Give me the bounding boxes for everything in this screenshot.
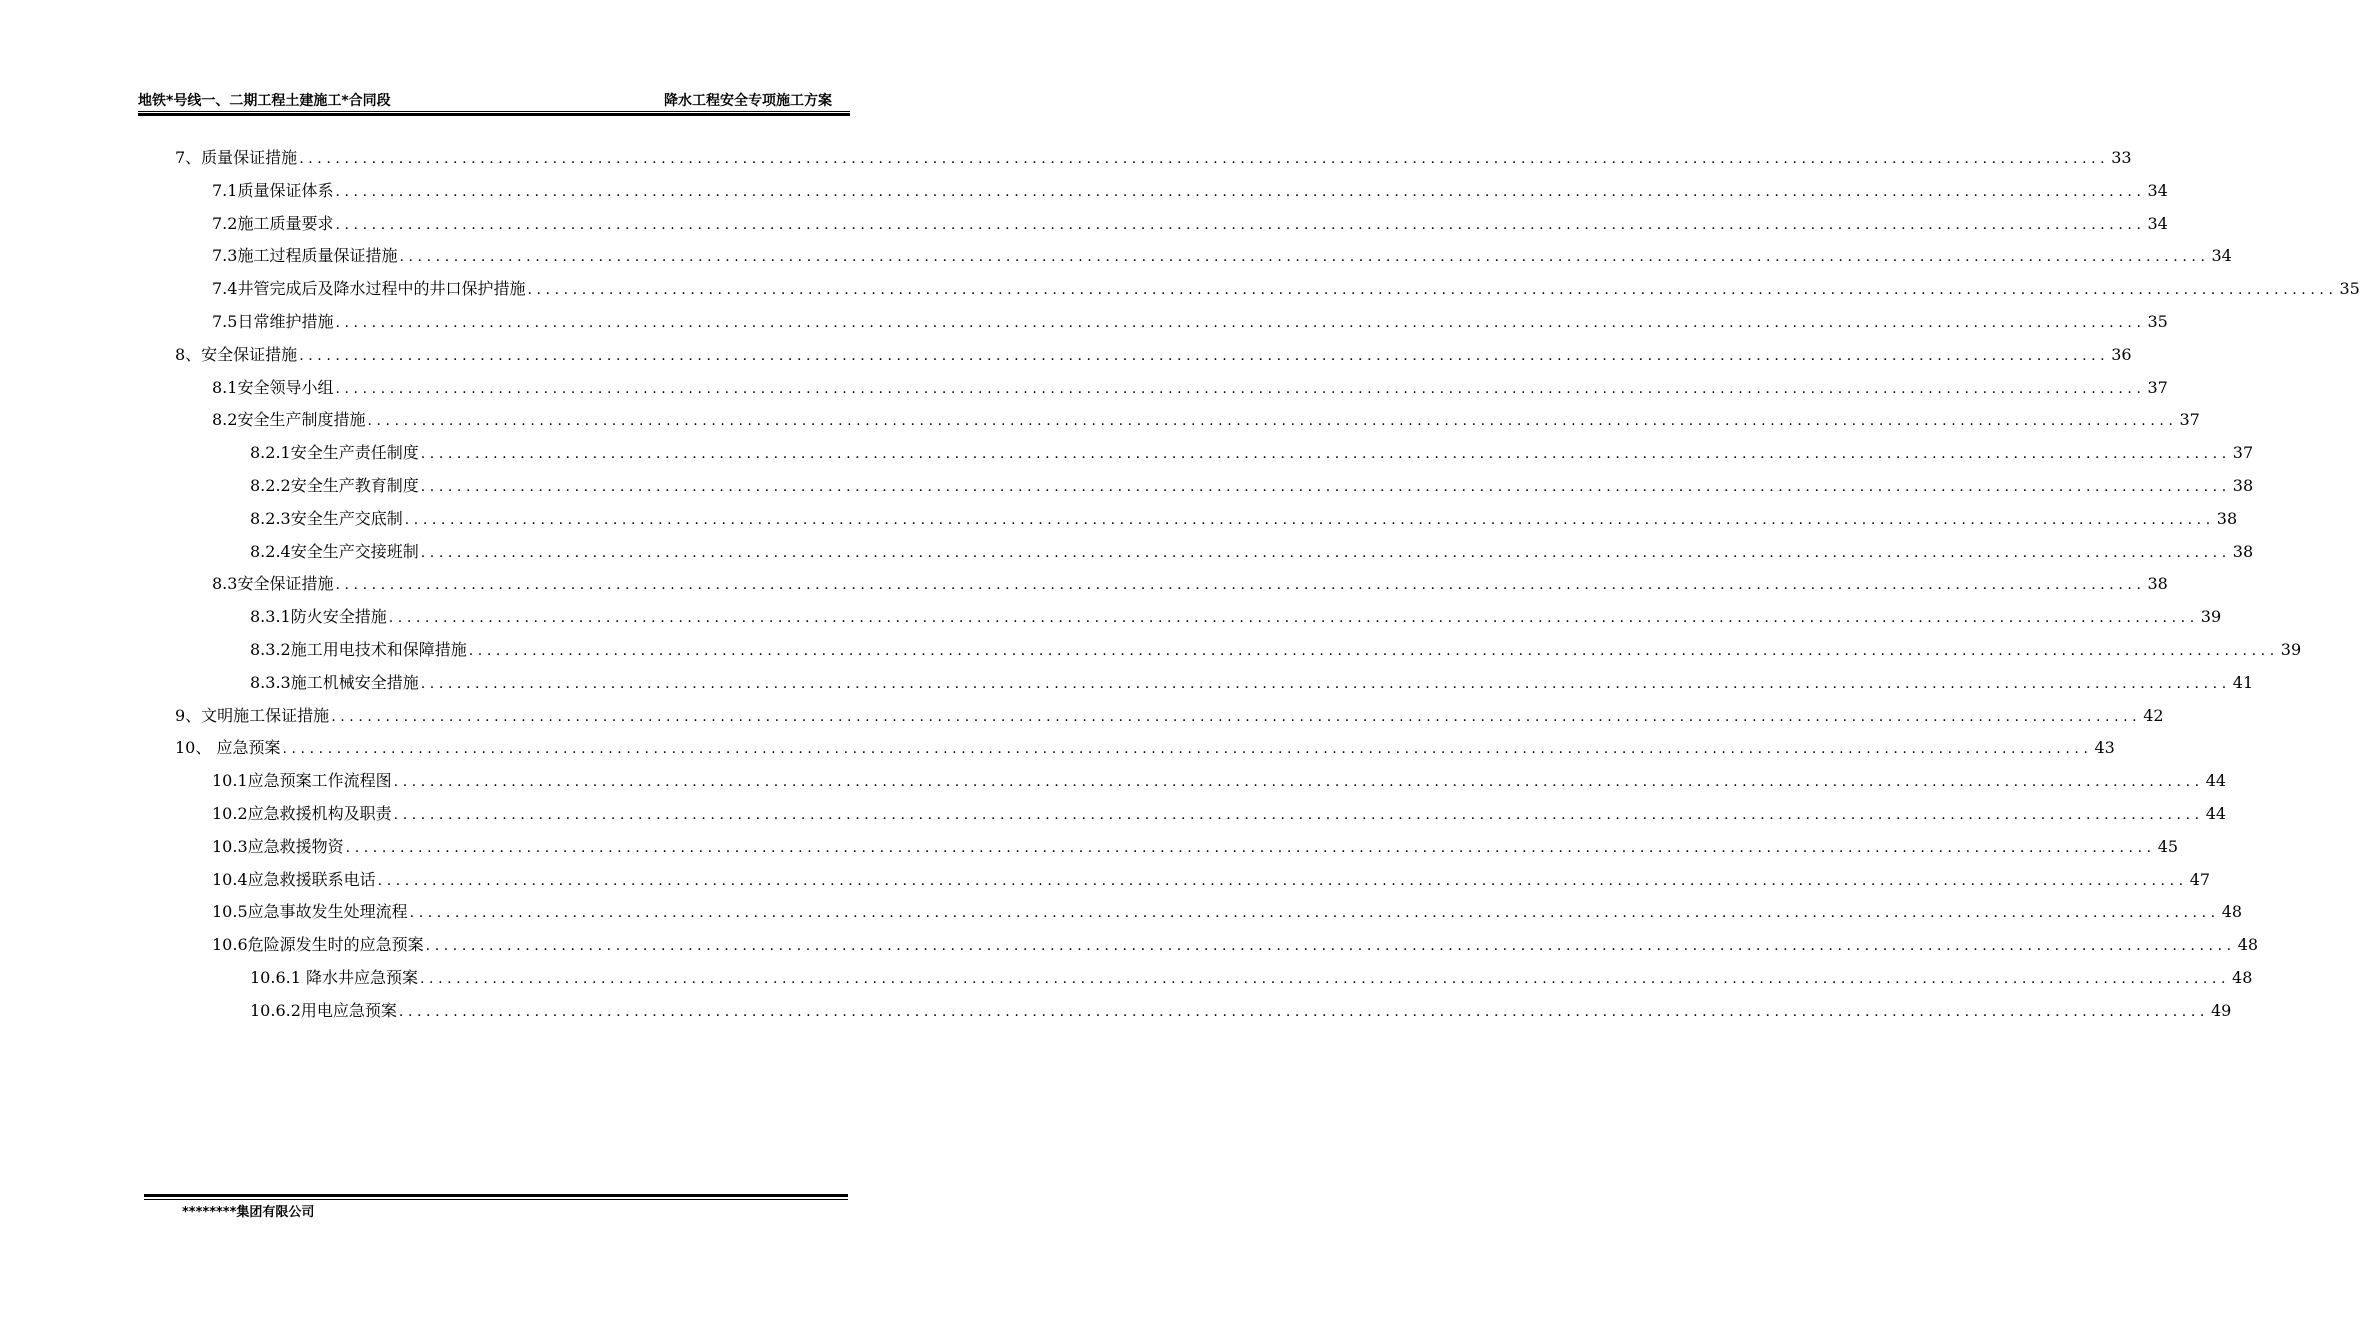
- toc-entry-level-3[interactable]: [250, 603, 2222, 631]
- toc-entry-page-number: 38: [2232, 541, 2254, 561]
- toc-entry-page-number: 35: [2339, 279, 2360, 299]
- toc-entry-page-number: 34: [2147, 180, 2168, 200]
- toc-entry-title: 10、 应急预案: [175, 738, 281, 758]
- toc-dot-leader: ........................................................................................................................................................................................................: [398, 1003, 2209, 1020]
- header-document-title: 降水工程安全专项施工方案: [664, 93, 832, 109]
- toc-entry-page-number: 34: [2211, 246, 2232, 266]
- toc-entry-level-2[interactable]: [212, 833, 2179, 861]
- toc-dot-leader: ........................................................................................................................................................................................................: [345, 839, 2156, 856]
- toc-dot-leader: ........................................................................................................................................................................................................: [393, 807, 2204, 823]
- toc-entry-page-number: 37: [2147, 377, 2168, 397]
- toc-dot-leader: ........................................................................................................................................................................................................: [388, 610, 2199, 627]
- toc-entry-level-3[interactable]: [250, 472, 2254, 500]
- toc-entry-title: 7、质量保证措施: [175, 148, 298, 167]
- toc-entry-level-3[interactable]: [250, 636, 2302, 664]
- toc-dot-leader: ........................................................................................................................................................................................................: [420, 544, 2231, 561]
- toc-entry-page-number: 37: [2179, 410, 2200, 430]
- toc-entry-page-number: 39: [2200, 607, 2222, 627]
- toc-entry-level-2[interactable]: [212, 931, 2259, 959]
- toc-entry-level-2[interactable]: [212, 570, 2168, 598]
- toc-dot-leader: ........................................................................................................................................................................................................: [404, 511, 2215, 528]
- footer-company-name: ********集团有限公司: [182, 1205, 315, 1220]
- toc-entry-title: 10.3应急救援物资: [212, 836, 344, 856]
- toc-entry-page-number: 48: [2232, 968, 2253, 987]
- toc-dot-leader: ........................................................................................................................................................................................................: [282, 741, 2093, 758]
- toc-entry-level-2[interactable]: [212, 406, 2200, 434]
- toc-entry-page-number: 38: [2232, 476, 2254, 495]
- toc-entry-title: 10.5应急事故发生处理流程: [212, 902, 408, 922]
- toc-entry-title: 8.3.3施工机械安全措施: [250, 672, 419, 692]
- toc-entry-level-2[interactable]: [212, 210, 2168, 238]
- toc-entry-page-number: 38: [2147, 574, 2168, 594]
- toc-entry-page-number: 44: [2205, 771, 2227, 791]
- toc-dot-leader: ........................................................................................................................................................................................................: [393, 774, 2204, 791]
- toc-entry-title: 8.3安全保证措施: [212, 574, 334, 594]
- toc-dot-leader: ........................................................................................................................................................................................................: [425, 938, 2236, 955]
- footer-rule-thick: [144, 1194, 848, 1197]
- toc-dot-leader: ........................................................................................................................................................................................................: [409, 905, 2220, 922]
- toc-dot-leader: ........................................................................................................................................................................................................: [399, 249, 2210, 266]
- toc-dot-leader: ........................................................................................................................................................................................................: [468, 643, 2279, 659]
- toc-entry-page-number: 49: [2210, 1000, 2232, 1020]
- page-header: [138, 88, 850, 110]
- toc-entry-title: 8、安全保证措施: [175, 344, 298, 364]
- toc-entry-title: 10.2应急救援机构及职责: [212, 804, 392, 823]
- toc-entry-level-2[interactable]: [212, 800, 2227, 828]
- toc-dot-leader: ........................................................................................................................................................................................................: [335, 216, 2146, 233]
- toc-entry-level-2[interactable]: [212, 898, 2243, 926]
- toc-dot-leader: ........................................................................................................................................................................................................: [367, 413, 2178, 430]
- toc-entry-title: 8.3.1防火安全措施: [250, 607, 387, 627]
- toc-dot-leader: ........................................................................................................................................................................................................: [420, 675, 2231, 692]
- toc-entry-title: 8.2.2安全生产教育制度: [250, 476, 419, 495]
- toc-entry-title: 8.2安全生产制度措施: [212, 410, 366, 430]
- toc-dot-leader: ........................................................................................................................................................................................................: [331, 708, 2142, 725]
- toc-entry-level-3[interactable]: [250, 964, 2253, 992]
- toc-entry-level-1[interactable]: [175, 341, 2132, 369]
- toc-entry-level-3[interactable]: [250, 505, 2238, 533]
- toc-entry-level-2[interactable]: [212, 308, 2168, 336]
- toc-entry-title: 10.6.1 降水井应急预案: [250, 968, 418, 987]
- toc-dot-leader: ........................................................................................................................................................................................................: [335, 315, 2146, 331]
- footer-rule: [144, 1199, 848, 1200]
- toc-entry-title: 10.6危险源发生时的应急预案: [212, 935, 424, 955]
- toc-entry-page-number: 38: [2216, 508, 2238, 528]
- toc-entry-title: 8.2.4安全生产交接班制: [250, 541, 419, 561]
- toc-entry-page-number: 39: [2280, 640, 2302, 659]
- toc-entry-level-3[interactable]: [250, 669, 2254, 697]
- toc-dot-leader: ........................................................................................................................................................................................................: [335, 183, 2146, 200]
- toc-entry-page-number: 43: [2094, 738, 2115, 758]
- toc-entry-level-2[interactable]: [212, 767, 2227, 795]
- toc-entry-level-2[interactable]: [212, 275, 2360, 303]
- toc-entry-level-1[interactable]: [175, 702, 2164, 730]
- toc-entry-title: 7.5日常维护措施: [212, 312, 334, 331]
- toc-entry-title: 10.6.2用电应急预案: [250, 1000, 397, 1020]
- toc-dot-leader: ........................................................................................................................................................................................................: [299, 347, 2110, 364]
- toc-entry-page-number: 47: [2189, 869, 2211, 889]
- toc-entry-title: 10.1应急预案工作流程图: [212, 771, 392, 791]
- toc-entry-page-number: 34: [2147, 213, 2168, 233]
- toc-entry-title: 7.1质量保证体系: [212, 180, 334, 200]
- toc-entry-page-number: 48: [2221, 902, 2243, 922]
- toc-dot-leader: ........................................................................................................................................................................................................: [420, 479, 2231, 495]
- toc-entry-page-number: 48: [2237, 935, 2259, 955]
- toc-entry-page-number: 44: [2205, 804, 2227, 823]
- toc-entry-title: 8.2.1安全生产责任制度: [250, 443, 419, 463]
- toc-entry-title: 7.3施工过程质量保证措施: [212, 246, 398, 266]
- toc-entry-title: 8.1安全领导小组: [212, 377, 334, 397]
- toc-entry-level-3[interactable]: [250, 439, 2254, 467]
- toc-entry-level-1[interactable]: [175, 144, 2132, 172]
- header-rule-thick: [138, 113, 850, 116]
- toc-entry-title: 7.4井管完成后及降水过程中的井口保护措施: [212, 279, 526, 299]
- toc-dot-leader: ........................................................................................................................................................................................................: [527, 282, 2338, 299]
- toc-entry-page-number: 35: [2147, 312, 2168, 331]
- header-project-title: 地铁*号线一、二期工程土建施工*合同段: [138, 93, 391, 109]
- toc-entry-title: 10.4应急救援联系电话: [212, 869, 376, 889]
- toc-dot-leader: ........................................................................................................................................................................................................: [420, 446, 2231, 463]
- toc-dot-leader: ........................................................................................................................................................................................................: [299, 151, 2110, 167]
- toc-entry-page-number: 37: [2232, 443, 2254, 463]
- toc-entry-title: 8.2.3安全生产交底制: [250, 508, 403, 528]
- toc-entry-title: 9、文明施工保证措施: [175, 705, 330, 725]
- toc-dot-leader: ........................................................................................................................................................................................................: [419, 971, 2231, 987]
- toc-entry-page-number: 41: [2232, 672, 2254, 692]
- toc-entry-title: 7.2施工质量要求: [212, 213, 334, 233]
- toc-dot-leader: ........................................................................................................................................................................................................: [335, 380, 2146, 397]
- toc-dot-leader: ........................................................................................................................................................................................................: [377, 872, 2188, 889]
- toc-entry-level-1[interactable]: [175, 734, 2115, 762]
- toc-dot-leader: ........................................................................................................................................................................................................: [335, 577, 2146, 594]
- toc-entry-level-3[interactable]: [250, 997, 2232, 1025]
- toc-entry-page-number: 42: [2143, 705, 2164, 725]
- toc-entry-page-number: 33: [2111, 148, 2132, 167]
- toc-entry-level-2[interactable]: [212, 374, 2168, 402]
- toc-entry-level-2[interactable]: [212, 866, 2211, 894]
- toc-entry-page-number: 36: [2111, 344, 2132, 364]
- toc-entry-page-number: 45: [2157, 836, 2179, 856]
- toc-entry-title: 8.3.2施工用电技术和保障措施: [250, 640, 467, 659]
- toc-entry-level-2[interactable]: [212, 242, 2232, 270]
- toc-entry-level-2[interactable]: [212, 177, 2168, 205]
- header-rule: [138, 111, 850, 112]
- toc-entry-level-3[interactable]: [250, 538, 2254, 566]
